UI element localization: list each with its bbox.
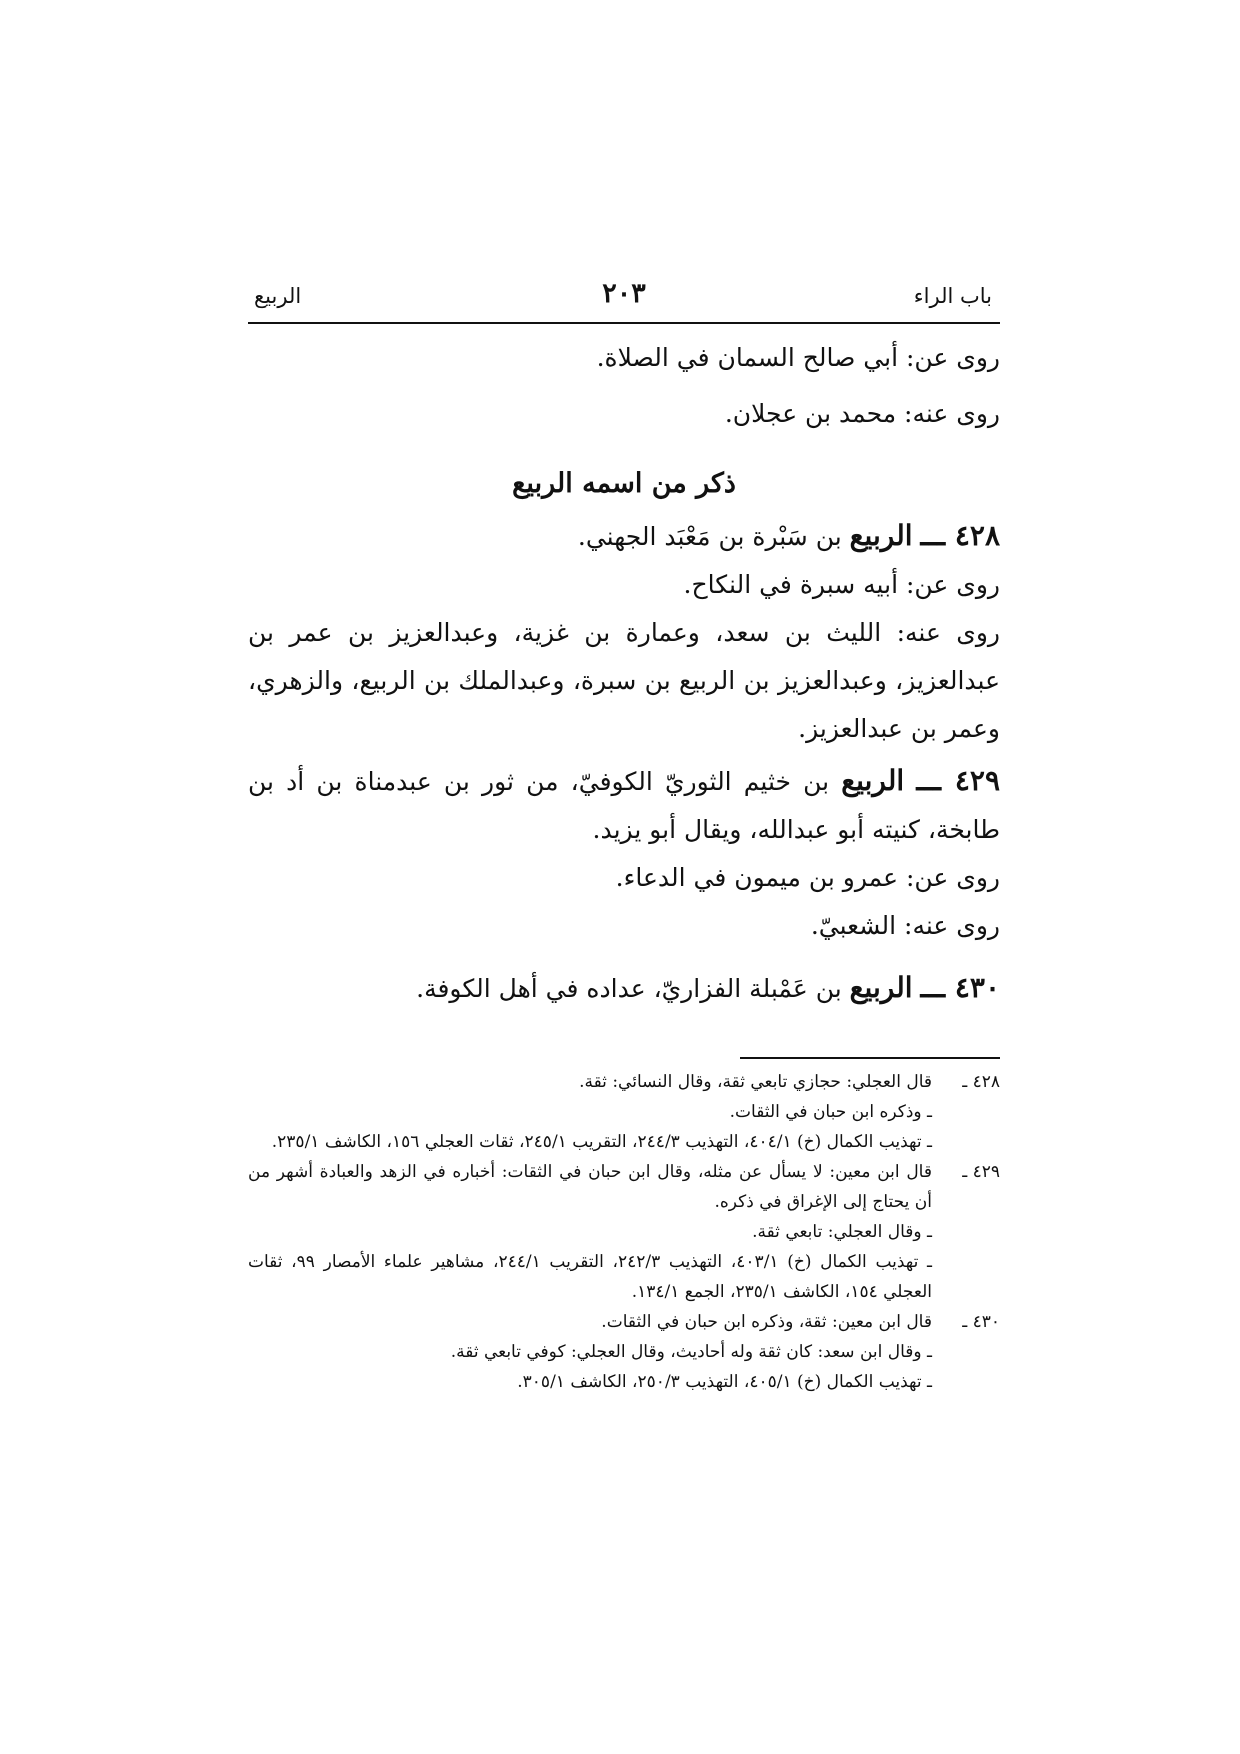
footnote-line: ـ وقال ابن سعد: كان ثقة وله أحاديث، وقال العجلي: كوفي تابعي ثقة. xyxy=(450,1342,932,1362)
chapter-title: باب الراء xyxy=(913,284,992,308)
entry-name: الربيع xyxy=(849,971,913,1004)
entry-lineage: بن عَمْبلة الفزاريّ، عداده في أهل الكوفة. xyxy=(416,974,842,1003)
footnote-line: ـ وذكره ابن حبان في الثقات. xyxy=(729,1102,932,1122)
footnote-number: ٤٣٠ ـ xyxy=(962,1312,1000,1332)
footnote-item xyxy=(248,1157,1000,1307)
footnote-line: قال ابن معين: ثقة، وذكره ابن حبان في الثقات. xyxy=(601,1312,932,1332)
narration-line: روى عنه: الشعبيّ. xyxy=(810,911,1000,940)
entry-number: ٤٣٠ ـــ xyxy=(920,971,1000,1004)
footnote-item xyxy=(248,1067,1000,1157)
footnote-line: قال ابن معين: لا يسأل عن مثله، وقال ابن حبان في الثقات: أخباره في الزهد والعبادة أشهر من أن يحتاج إلى الإغراق في ذكره. xyxy=(248,1162,932,1212)
entry-heading xyxy=(248,512,1000,561)
narration-line: روى عنه: محمد بن عجلان. xyxy=(724,399,1000,428)
footnote-line: ـ وقال العجلي: تابعي ثقة. xyxy=(752,1222,932,1242)
footnote-line: قال العجلي: حجازي تابعي ثقة، وقال النسائي: ثقة. xyxy=(579,1072,932,1092)
running-header xyxy=(248,270,1000,324)
biography-entry xyxy=(248,964,1000,1013)
biography-entry xyxy=(248,757,1000,950)
entry-lineage: بن سَبْرة بن مَعْبَد الجهني. xyxy=(577,522,842,551)
entry-name: الربيع xyxy=(849,519,913,552)
footnote-item xyxy=(248,1307,1000,1397)
footnotes xyxy=(248,1067,1000,1397)
entry-heading xyxy=(248,964,1000,1013)
entry-lineage: بن خثيم الثوريّ الكوفيّ، من ثور بن عبدمناة بن أد بن طابخة، كنيته أبو عبدالله، ويقال أبو يزيد. xyxy=(248,767,1000,844)
entry-number: ٤٢٨ ـــ xyxy=(920,519,1000,552)
entry-heading xyxy=(248,757,1000,854)
footnote-line: ـ تهذيب الكمال (خ) ٤٠٤/١، التهذيب ٢٤٤/٣، التقريب ٢٤٥/١، ثقات العجلي ١٥٦، الكاشف ٢٣٥/١. xyxy=(271,1132,932,1152)
narration-line: روى عن: أبيه سبرة في النكاح. xyxy=(683,570,1000,599)
footnote-line: ـ تهذيب الكمال (خ) ٤٠٣/١، التهذيب ٢٤٢/٣، التقريب ٢٤٤/١، مشاهير علماء الأمصار ٩٩، ثقات العجلي ١٥٤، الكاشف ٢٣٥/١، الجمع ١٣٤/١. xyxy=(248,1252,933,1302)
entry-name: الربيع xyxy=(841,764,905,797)
footnote-number: ٤٢٨ ـ xyxy=(962,1072,1000,1092)
narration-line: روى عنه: الليث بن سعد، وعمارة بن غزية، وعبدالعزيز بن عمر بن عبدالعزيز، وعبدالعزيز بن الربيع بن سبرة، وعبدالملك بن الربيع، والزهري، وعمر بن عبدالعزيز. xyxy=(248,618,1000,743)
section-running-title: الربيع xyxy=(254,284,302,308)
section-title: ذكر من اسمه الربيع xyxy=(512,468,736,499)
footnote-line: ـ تهذيب الكمال (خ) ٤٠٥/١، التهذيب ٢٥٠/٣، الكاشف ٣٠٥/١. xyxy=(517,1372,932,1392)
main-text xyxy=(248,334,1000,1013)
footnote-separator xyxy=(740,1057,1000,1059)
entry-number: ٤٢٩ ـــ xyxy=(916,764,1001,797)
book-page xyxy=(248,270,1000,1397)
narration-line: روى عن: أبي صالح السمان في الصلاة. xyxy=(596,343,1000,372)
biography-entry xyxy=(248,512,1000,753)
footnote-number: ٤٢٩ ـ xyxy=(962,1162,1000,1182)
narration-line: روى عن: عمرو بن ميمون في الدعاء. xyxy=(615,863,1000,892)
page-number: ٢٠٣ xyxy=(602,278,646,309)
